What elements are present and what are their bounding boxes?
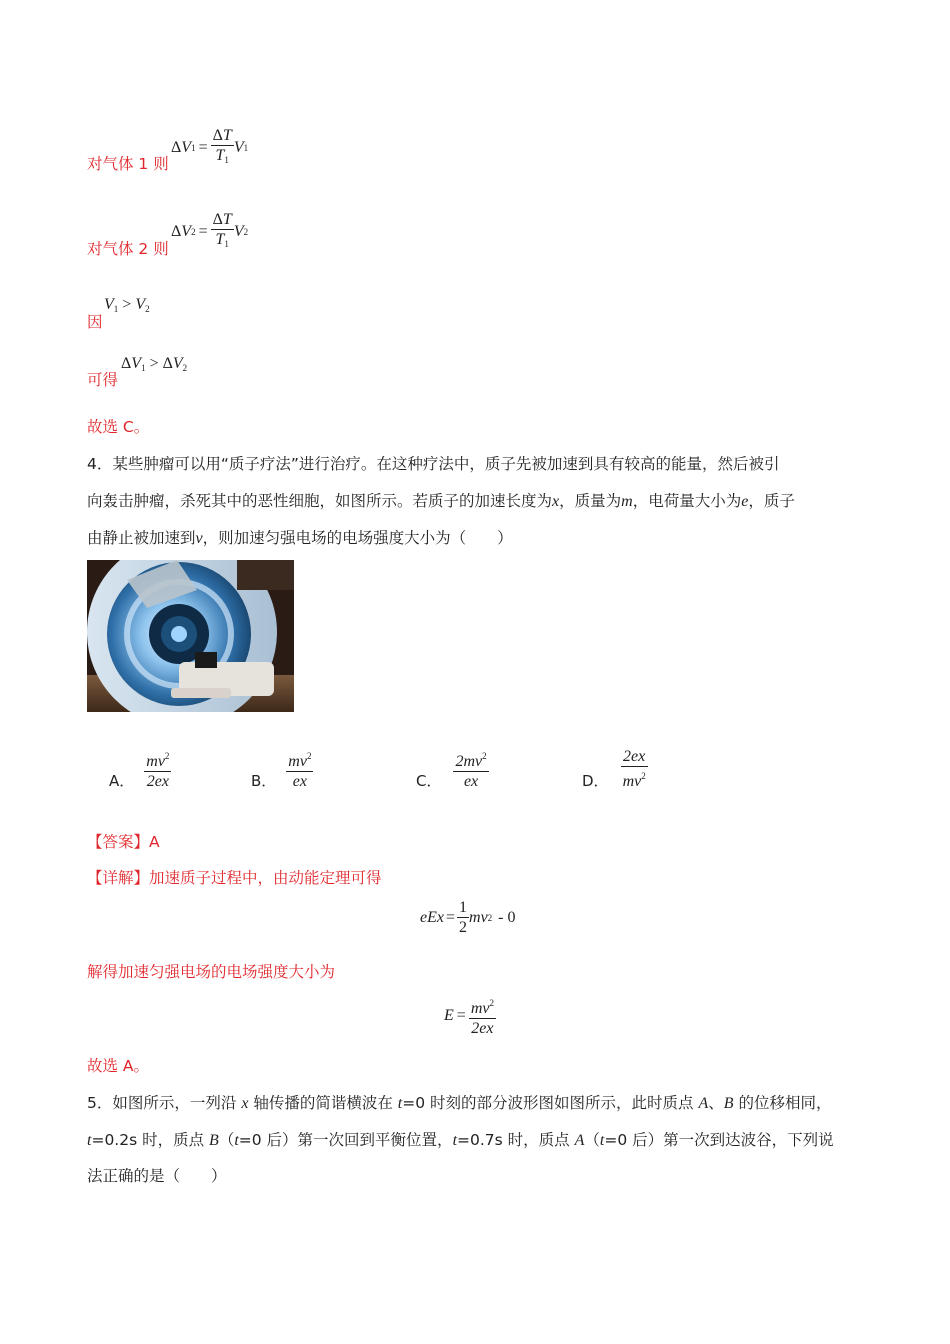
var-m: m bbox=[621, 493, 633, 510]
solve-text: 解得加速匀强电场的电场强度大小为 bbox=[87, 963, 336, 981]
var-x: x bbox=[241, 1095, 249, 1112]
option-b-fraction: $\frac{mv^2}{ex}$ bbox=[286, 747, 313, 791]
v1-gt-v2-formula: $V_1 > V_2$ bbox=[104, 296, 150, 314]
question4-line3 bbox=[87, 528, 513, 549]
detail-text: 加速质子过程中，由动能定理可得 bbox=[149, 869, 382, 887]
field-result-equation: E = $\frac{mv^2}{2ex}$ bbox=[444, 994, 496, 1038]
var-v: v bbox=[195, 530, 203, 547]
gas1-label: 对气体 1 则 bbox=[87, 155, 169, 173]
q5-l2-p11: =0 后）第一次到达波谷，下列说 bbox=[604, 1131, 834, 1149]
option-d[interactable] bbox=[582, 746, 648, 791]
q5-l1-p2: 轴传播的简谐横波在 bbox=[248, 1094, 398, 1112]
option-a-label: A． bbox=[109, 772, 135, 790]
q5-l1-p6: 、 bbox=[708, 1094, 724, 1112]
gas2-formula: Δ V 2 = $\frac{\Delta T}{T_1}$ V 2 bbox=[171, 211, 249, 249]
option-b-label: B． bbox=[251, 772, 277, 790]
var-t: t bbox=[599, 1132, 605, 1149]
option-d-fraction: $\frac{2ex}{mv^2}$ bbox=[622, 747, 646, 790]
proton-therapy-machine-photo bbox=[87, 560, 294, 712]
question5-line2 bbox=[87, 1130, 834, 1151]
dv1-gt-dv2-formula: $\Delta V_1 > \Delta V_2$ bbox=[121, 355, 188, 373]
var-e: e bbox=[741, 493, 749, 510]
q5-l2-p1: =0.2s 时，质点 bbox=[91, 1131, 210, 1149]
energy-equation: eEx = $\frac{1}{2}$ mv 2 - 0 bbox=[420, 899, 516, 936]
detail-label: 【详解】 bbox=[87, 869, 150, 887]
answer: 【答案】A bbox=[87, 833, 160, 851]
var-t: t bbox=[397, 1095, 403, 1112]
option-c-label: C． bbox=[416, 772, 442, 790]
var-t: t bbox=[452, 1132, 458, 1149]
q4-l2-p6: ，质子 bbox=[748, 492, 795, 510]
q5-l2-p3: （ bbox=[218, 1131, 235, 1149]
var-A: A bbox=[698, 1095, 709, 1112]
gas1-formula: Δ V 1 = $\frac{\Delta T}{T_1}$ V 1 bbox=[171, 127, 249, 165]
var-B: B bbox=[723, 1095, 734, 1112]
q5-l2-p9: （ bbox=[584, 1131, 600, 1149]
detail-line bbox=[87, 868, 382, 888]
gas2-label: 对气体 2 则 bbox=[87, 240, 169, 258]
question5-line1 bbox=[87, 1093, 831, 1114]
var-B: B bbox=[209, 1132, 219, 1149]
option-c[interactable] bbox=[416, 746, 489, 791]
q4-l3-p0: 由静止被加速到 bbox=[87, 529, 196, 547]
therefore-label: 可得 bbox=[87, 371, 119, 389]
option-a-fraction: $\frac{mv^2}{2ex}$ bbox=[144, 747, 171, 791]
q4-conclusion: 故选 A。 bbox=[87, 1057, 150, 1075]
var-A: A bbox=[574, 1132, 585, 1149]
q4-l2-p0: 向轰击肿瘤，杀死其中的恶性细胞，如图所示。若质子的加速长度为 bbox=[87, 492, 553, 510]
q5-l2-p7: =0.7s 时，质点 bbox=[457, 1131, 575, 1149]
var-t: t bbox=[87, 1132, 92, 1149]
option-c-fraction: $\frac{2mv^2}{ex}$ bbox=[453, 747, 488, 791]
because-label: 因 bbox=[87, 313, 103, 331]
q5-l1-p0: 如图所示，一列沿 bbox=[112, 1094, 242, 1112]
question5-line3: 法正确的是（ ） bbox=[87, 1167, 227, 1185]
q5-l1-p8: 的位移相同， bbox=[733, 1094, 832, 1112]
var-t: t bbox=[234, 1132, 239, 1149]
q5-l1-p4: =0 时刻的部分波形图如图所示，此时质点 bbox=[402, 1094, 699, 1112]
var-x: x bbox=[552, 493, 560, 510]
question4-line1 bbox=[87, 454, 779, 474]
q4-l2-p4: ，电荷量大小为 bbox=[632, 492, 742, 510]
q4-l3-p2: ，则加速匀强电场的电场强度大小为（ ） bbox=[202, 529, 513, 547]
q5-l2-p5: =0 后）第一次回到平衡位置， bbox=[238, 1131, 453, 1149]
q4-l2-p2: ，质量为 bbox=[559, 492, 622, 510]
question4-number: 4． bbox=[87, 455, 113, 473]
question4-line2 bbox=[87, 491, 795, 512]
option-b[interactable] bbox=[251, 746, 313, 791]
option-d-label: D． bbox=[582, 772, 609, 790]
question5-number: 5． bbox=[87, 1094, 113, 1112]
option-a[interactable] bbox=[109, 746, 171, 791]
prev-conclusion: 故选 C。 bbox=[87, 418, 150, 436]
question4-text-line1: 某些肿瘤可以用“质子疗法”进行治疗。在这种疗法中，质子先被加速到具有较高的能量，然后被引 bbox=[112, 455, 780, 473]
